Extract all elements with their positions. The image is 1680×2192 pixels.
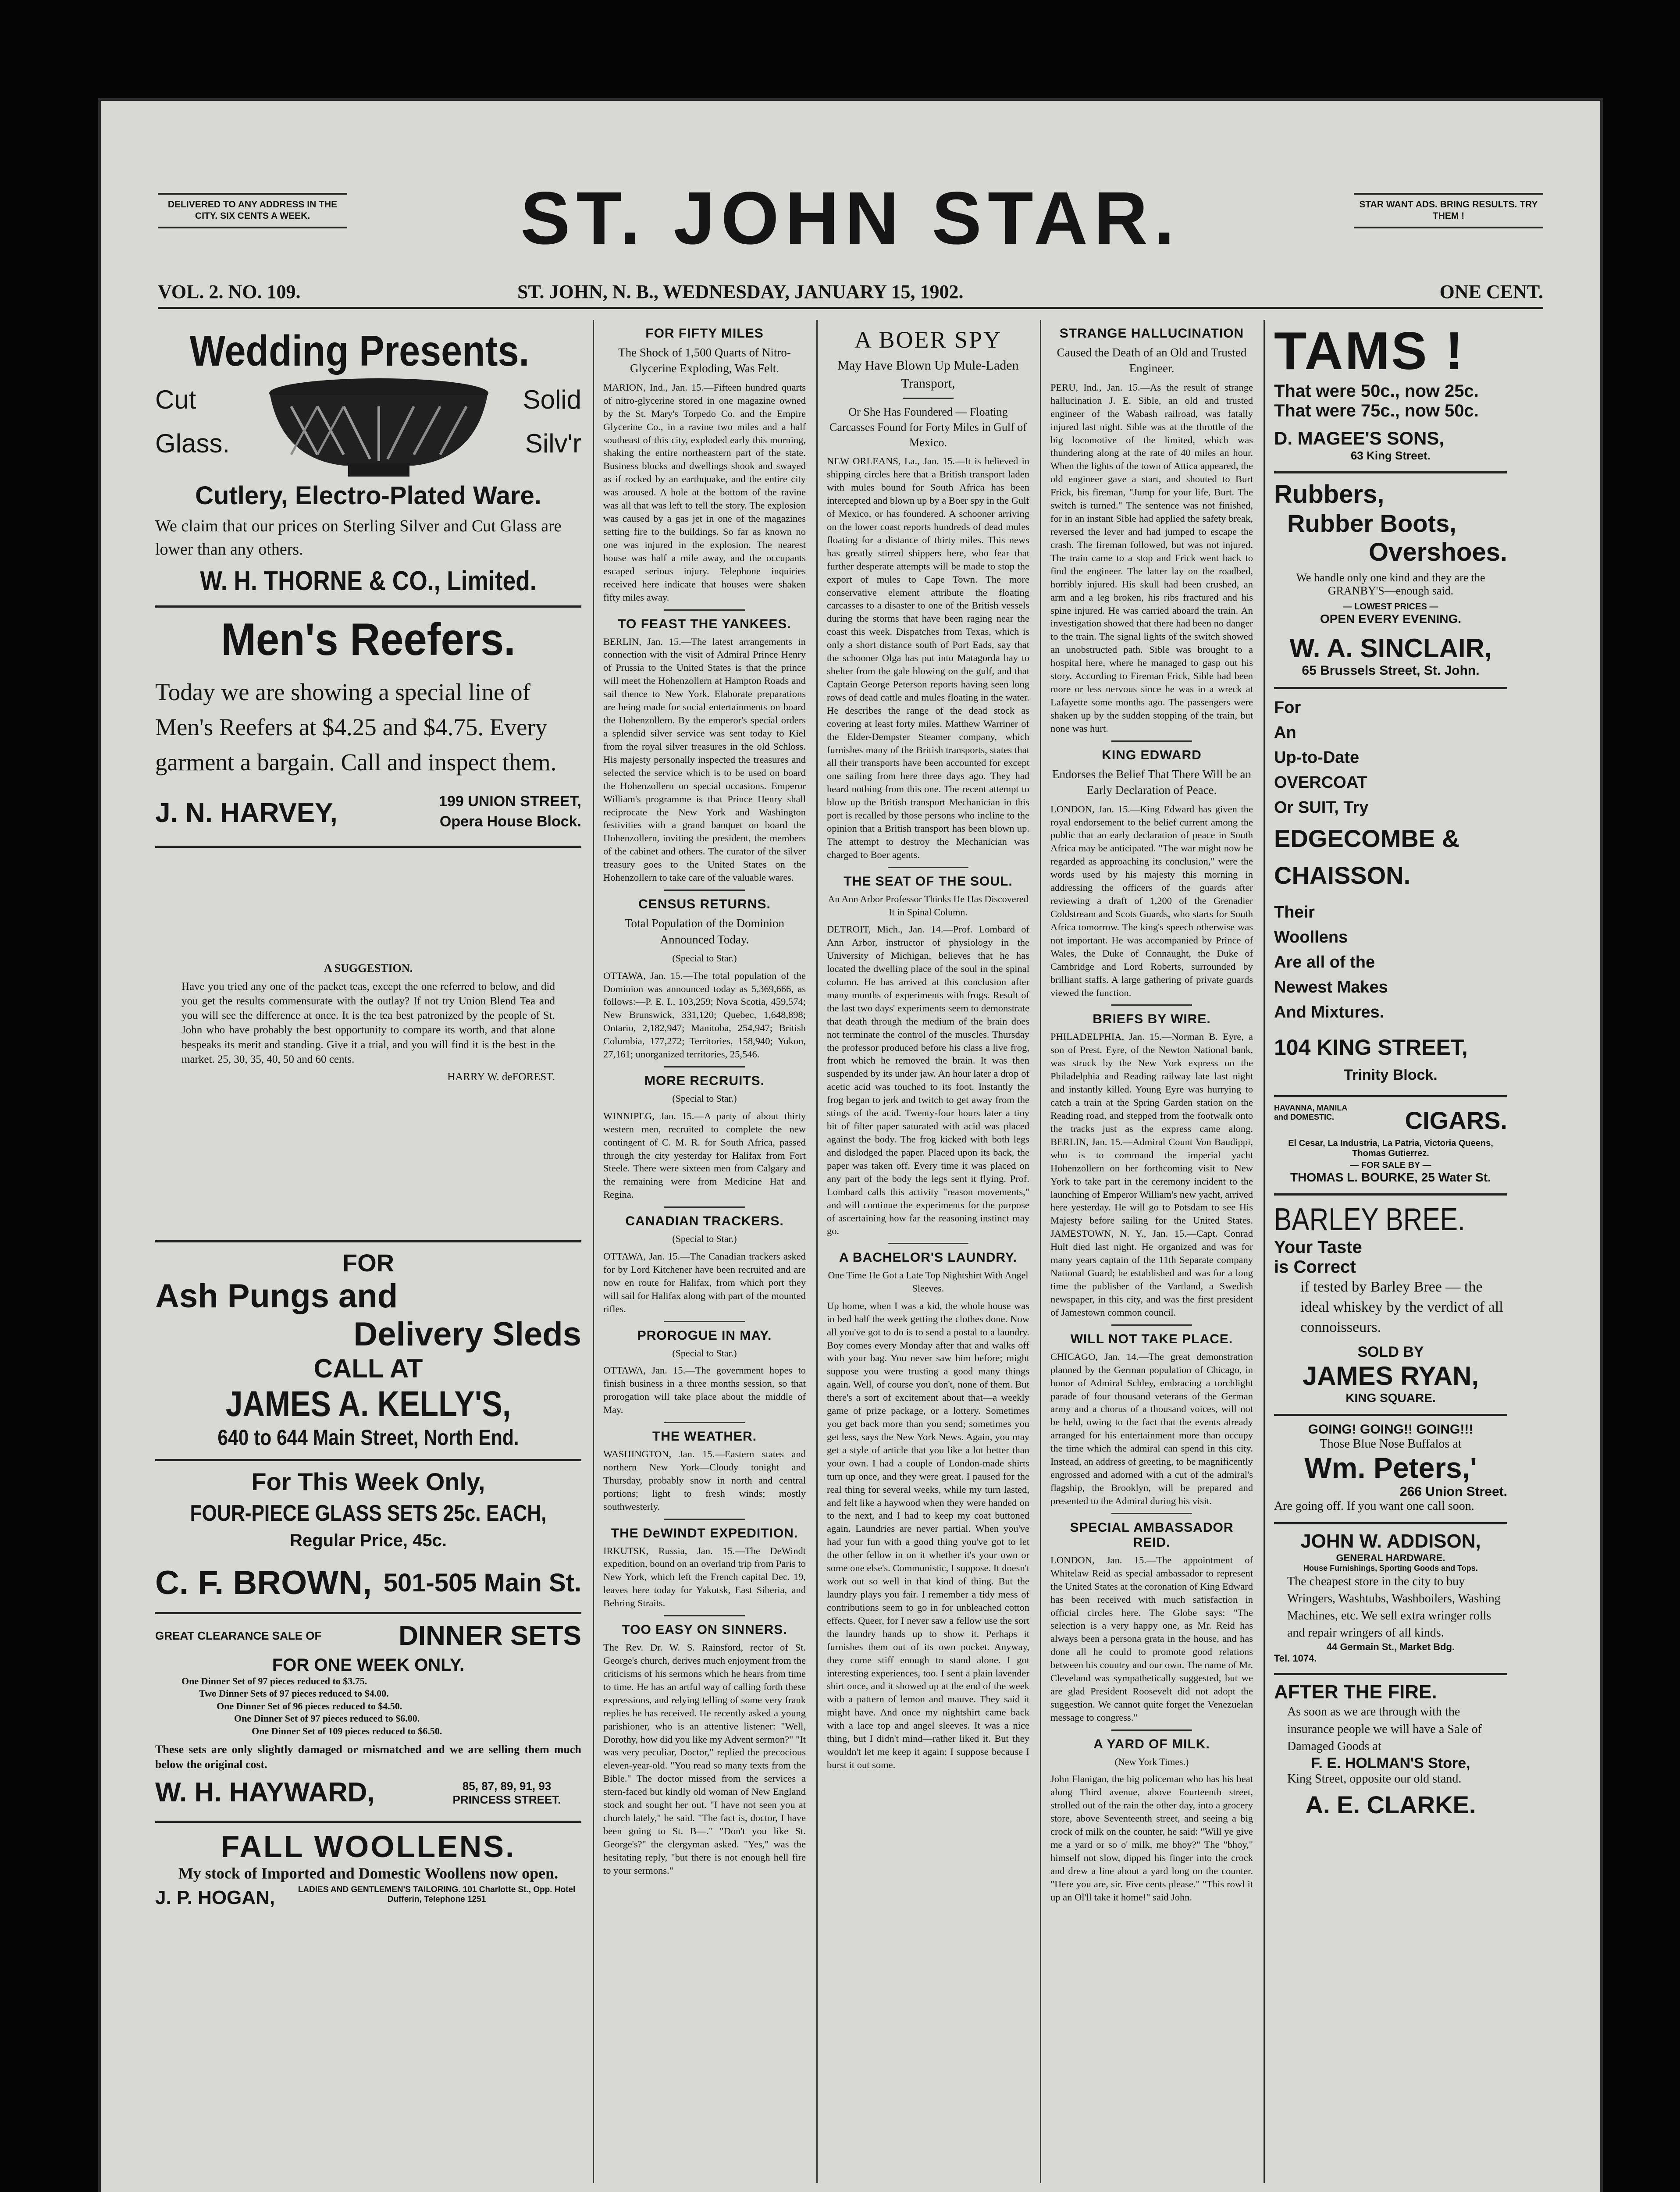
going-going: GOING! GOING!! GOING!!! [1308, 1422, 1474, 1437]
hogan-name: J. P. HOGAN, [155, 1886, 275, 1908]
going-off-text: Are going off. If you want one call soon. [1274, 1499, 1474, 1513]
column-2-news [597, 320, 812, 2183]
deck-boer-spy-2: Or She Has Foundered — Floating Carcasses Found for Forty Miles in Gulf of Mexico. [829, 406, 1027, 449]
ad-line: An [1274, 723, 1296, 742]
word-glass: Glass. [155, 429, 230, 458]
headline-census-returns: CENSUS RETURNS. [638, 897, 771, 912]
union-street: 266 Union Street. [1399, 1484, 1507, 1499]
open-every-evening: OPEN EVERY EVENING. [1320, 612, 1462, 626]
issue-price: ONE CENT. [1439, 281, 1543, 302]
ash-pungs-line: Ash Pungs and [155, 1277, 398, 1315]
column-3-news [821, 320, 1036, 2183]
edgecombe-name: EDGECOMBE & [1274, 825, 1460, 852]
masthead-ear-right: STAR WANT ADS. BRING RESULTS. TRY THEM ! [1354, 193, 1543, 228]
ad-sinclair-rubbers [1274, 473, 1507, 689]
harvey-name: J. N. HARVEY, [155, 797, 338, 828]
article-feast-yankees: BERLIN, Jan. 15.—The latest arrangements in connection with the visit of Admiral Prince Henry of Prussia to the United States is that the prince will meet the Hohenzollern at Hampton Roads and sail thence to New York. Elaborate preparations are being made for social entertainments on board the Hohenzollern. By the emperor's special orders a splendid silver service was sent today to Kiel from the royal silver treasures in the old Schloss. His majesty personally inspected the treasures and selected the service which is to be used on board the Hohenzollern on special occasions. Emperor William's programme is that Prince Henry shall reciprocate the New York and Washington festivities with a grand banquet on board the Hohenzollern, inviting the president, the members of the cabinet and others. The curator of the silver treasury goes to the United States on the Hohenzollern to take care of the valuable wares. [603, 636, 806, 883]
deck-fifty-miles: The Shock of 1,500 Quarts of Nitro-Glycerine Exploding, Was Felt. [618, 346, 791, 375]
holman-store: F. E. HOLMAN'S Store, [1311, 1754, 1470, 1772]
issue-date: ST. JOHN, N. B., WEDNESDAY, JANUARY 15, 1902. [517, 281, 964, 302]
magee-address: 63 King Street. [1350, 449, 1431, 462]
cigar-types: HAVANNA, MANILA and DOMESTIC. [1274, 1103, 1347, 1121]
article-dewindt-expedition: IRKUTSK, Russia, Jan. 15.—The DeWindt expedition, bound on an overland trip from Paris to New York, which left the French capital Dec. 19, leaves here today for Yakutsk, East Siberia, and Behring Straits. [603, 1545, 806, 1609]
deck-king-edward: Endorses the Belief That There Will be an Early Declaration of Peace. [1052, 767, 1252, 797]
newspaper-title: ST. JOHN STAR. [520, 177, 1181, 260]
general-hardware: GENERAL HARDWARE. [1336, 1552, 1445, 1563]
buffalos-text: Those Blue Nose Buffalos at [1320, 1437, 1462, 1451]
special-to-star: (Special to Star.) [672, 1233, 737, 1245]
ad-line: Their [1274, 903, 1315, 922]
kelly-name: JAMES A. KELLY'S, [225, 1384, 511, 1424]
deck-bachelors-laundry: One Time He Got a Late Top Nightshirt With Angel Sleeves. [828, 1270, 1029, 1294]
silver-price-claim: We claim that our prices on Sterling Silver and Cut Glass are lower than any others. [155, 517, 562, 559]
germain-address: 44 Germain St., Market Bdg. [1326, 1641, 1455, 1653]
article-more-recruits: WINNIPEG, Jan. 15.—A party of about thirty western men, recruited to complete the new contingent of C. M. R. for South Africa, passed through the city yesterday for Halifax from Fort Steele. There were sixteen men from Calgary and the remaining were from Medicine Hat and Regina. [603, 1110, 806, 1200]
headline-yard-of-milk: A YARD OF MILK. [1093, 1737, 1210, 1751]
hayward-name: W. H. HAYWARD, [155, 1777, 375, 1808]
deck-census-returns: Total Population of the Dominion Announced Today. [624, 917, 785, 946]
headline-strange-hallucination: STRANGE HALLUCINATION [1059, 326, 1244, 341]
word-cut: Cut [155, 385, 196, 414]
one-week-only: FOR ONE WEEK ONLY. [272, 1655, 465, 1675]
after-fire-location: King Street, opposite our old stand. [1287, 1772, 1462, 1786]
after-fire-headline: AFTER THE FIRE. [1274, 1681, 1437, 1703]
deck-boer-spy-1: May Have Blown Up Mule-Laden Transport, [837, 358, 1019, 391]
suggestion-signature: HARRY W. deFOREST. [447, 1071, 555, 1083]
delivery-sleds-line: Delivery Sleds [353, 1315, 581, 1353]
ad-cf-brown [155, 1461, 581, 1614]
rubber-boots-line: Rubber Boots, [1287, 509, 1456, 537]
woollens-stock-text: My stock of Imported and Domestic Woollens now open. [178, 1864, 559, 1882]
cut-glass-bowl-illustration [265, 376, 493, 481]
headline-seat-of-soul: THE SEAT OF THE SOUL. [844, 874, 1013, 889]
headline-weather: THE WEATHER. [652, 1429, 757, 1444]
dinner-set-line: One Dinner Set of 96 pieces reduced to $4.50. [217, 1700, 402, 1712]
cigar-brands: El Cesar, La Industria, La Patria, Victoria Queens, Thomas Gutierrez. [1288, 1139, 1493, 1158]
king-square: KING SQUARE. [1345, 1391, 1436, 1405]
sinclair-address: 65 Brussels Street, St. John. [1302, 663, 1480, 678]
ad-line: Or SUIT, Try [1274, 798, 1369, 817]
volume-number: VOL. 2. NO. 109. [158, 281, 301, 302]
ad-barley-bree [1274, 1196, 1507, 1416]
suggestion-heading: A SUGGESTION. [324, 961, 413, 975]
ad-fall-woollens [155, 1823, 581, 1926]
tams-price-2: That were 75c., now 50c. [1274, 401, 1479, 420]
thorne-company-name: W. H. THORNE & CO., Limited. [200, 566, 537, 597]
ad-magee-tams [1274, 320, 1507, 473]
headline-will-not-take-place: WILL NOT TAKE PLACE. [1070, 1331, 1233, 1346]
headline-easy-sinners: TOO EASY ON SINNERS. [622, 1623, 787, 1637]
column-1-ads [149, 320, 587, 2183]
telephone: Tel. 1074. [1274, 1653, 1317, 1664]
your-taste: Your Taste [1274, 1238, 1362, 1257]
column-rule [1264, 320, 1265, 2183]
ryan-name: JAMES RYAN, [1302, 1361, 1479, 1391]
column-rule [816, 320, 818, 2183]
chaisson-name: CHAISSON. [1274, 861, 1411, 889]
word-silvr: Silv'r [525, 429, 581, 458]
headline-ambassador-reid: SPECIAL AMBASSADOR REID. [1070, 1520, 1234, 1550]
brown-address: 501-505 Main St. [383, 1568, 581, 1597]
masthead-ear-left: DELIVERED TO ANY ADDRESS IN THE CITY. SIX CENTS A WEEK. [158, 193, 347, 228]
call-at-line: CALL AT [313, 1353, 423, 1383]
for-label: FOR [342, 1249, 395, 1277]
special-to-star: (Special to Star.) [672, 1093, 737, 1104]
granby-text: We handle only one kind and they are the GRANBY'S—enough said. [1296, 571, 1485, 597]
article-bachelors-laundry: Up home, when I was a kid, the whole house was in bed half the week getting the clothes done. Now all you've got to do is to send a postal to a laundry. Boy comes every Monday after that and walks off with your bag. You never saw him before; might suppose you were trusting a good many things again. Well, of course you don't, none of them. But there's a sort of excitement about that—a weekly game of prize package, or a lottery. Sometimes you get back more than you send; sometimes you get less, says the New York News. Again, you may get a style of article that you like a lot better than your own. I had a couple of London-made shirts turn up once, and they were great. I paused for the real thing for several weeks, while my turn lasted, and felt like a haywood when they were handed on to the next, and I had to keep my coat buttoned again. Laundries are never partial. When you've had your fun with a good thing you've got to let the other fellow in on it whether it's your own or some one else's. Communistic, I suppose. It doesn't work out so well in that kind of thing. But the laundry plays you fair. I remember a tidy mess of contributions seem to go in for unbleached cotton effects. Queer, for I never saw a fellow use the sort the laundry hands up to show it. Perhaps it furnishes them out of its own pocket. Anyway, they come stiff enough to stand alone. I got interesting experiences, too. I sent a plain lavender shirt once, and it showed up at the end of the week with a pattern of lemon and mauve. They said it might have. And once my nightshirt came back with a lace top and angel sleeves. It was a nice thing, but I didn't mind—rather liked it. But they wouldn't let me keep it again; I suppose because I burst it out some. [827, 1300, 1029, 1770]
bourke-name: THOMAS L. BOURKE, 25 Water St. [1290, 1171, 1491, 1184]
column-rule [1040, 320, 1041, 2183]
source-new-york-times: (New York Times.) [1114, 1756, 1189, 1767]
special-to-star: (Special to Star.) [672, 1347, 737, 1359]
article-will-not-take-place: CHICAGO, Jan. 14.—The great demonstration planned by the German population of Chicago, in honor of Admiral Schley, embracing a torchlight parade of four thousand veterans of the German army and a chorus of a thousand voices, will not be held, owing to the fact that the events already arranged for his entertainment more than occupy the time which the admiral can spend in this city. Instead, an address of greeting, to be magnificently engrossed and adorned with a cut of the admiral's flagship, the Brooklyn, will be prepared and presented to the Admiral during his visit. [1050, 1351, 1253, 1506]
this-week-only: For This Week Only, [251, 1467, 485, 1495]
kelly-address: 640 to 644 Main Street, North End. [217, 1425, 519, 1450]
for-sale-by: — FOR SALE BY — [1350, 1160, 1431, 1170]
wedding-presents-headline: Wedding Presents. [189, 327, 530, 375]
tams-price-1: That were 50c., now 25c. [1274, 381, 1479, 401]
ad-line: And Mixtures. [1274, 1003, 1385, 1021]
article-yard-of-milk: John Flanigan, the big policeman who has his beat along Third avenue, above Fourteenth street, strolled out of the rain the other day, into a grocery store, above Seventeenth street, and seeing a big crock of milk on the counter, he said: "Will ye give me a yard or so o' milk, me bhoy?" The "bhoy," himself not slow, dipped his finger into the crock and drew a line about a yard long on the counter. "Here you are, sir. Five cents please." "This rowl it up an Ol'll take it home!" said John. [1050, 1773, 1253, 1903]
dateline-bar [158, 276, 1543, 309]
glass-sets-offer: FOUR-PIECE GLASS SETS 25c. EACH, [190, 1500, 547, 1526]
rubbers-line: Rubbers, [1274, 480, 1385, 509]
article-canadian-trackers: OTTAWA, Jan. 15.—The Canadian trackers asked for by Lord Kitchener have been recruited and are now en route for Halifax, from which port they will sail for Halifax along with part of the mounted rifles. [603, 1250, 806, 1314]
harvey-address-2: Opera House Block. [439, 813, 581, 830]
ad-bourke-cigars [1274, 1097, 1507, 1196]
after-fire-text: As soon as we are through with the insurance people we will have a Sale of Damaged Goods at [1287, 1705, 1482, 1753]
deck-strange-hallucination: Caused the Death of an Old and Trusted Engineer. [1057, 346, 1247, 375]
article-fifty-miles: MARION, Ind., Jan. 15.—Fifteen hundred quarts of nitro-glycerine stored in one magazine owned by the St. Mary's Torpedo Co. and the Empire Glycerine Co., in a ravine two miles and a half southeast of this city, exploded early this morning, shaking the entire northeastern part of the state. Business blocks and dwellings shook and swayed as if rocked by an earthquake, and the entire city was aroused. A hole at the bottom of the ravine was all that was left to tell the story. The explosion was caused by a gas jet in one of the magazines setting fire to the buildings. So far as known no one was injured in the explosion. The nearest house was half a mile away, and the occupants escaped serious injury. Telephone inquiries received here indicate that houses were shaken fifty miles away. [603, 381, 806, 603]
harvey-address-1: 199 UNION STREET, [439, 793, 581, 810]
deck-seat-of-soul: An Ann Arbor Professor Thinks He Has Discovered It in Spinal Column. [828, 893, 1029, 918]
overshoes-line: Overshoes. [1369, 538, 1507, 566]
article-king-edward: LONDON, Jan. 15.—King Edward has given the royal endorsement to the belief current among the public that an early declaration of peace in South Africa may be anticipated. "The war might now be regarded as approaching its conclusion," were the words used by his majesty this morning in addressing the officers of the guards after reviewing a draft of 1,200 of the Grenadier Coldstream and Scots Guards, who starts for South Africa tomorrow. The king's speech otherwise was not important. He was accompanied by Prince of Wales, the Duke of Connaught, the Duke of Cambridge and Lord Roberts, surrounded by brilliant staffs. A large gathering of private guards viewed the function. [1050, 803, 1253, 998]
king-street-address: 104 KING STREET, [1274, 1035, 1468, 1060]
article-strange-hallucination: PERU, Ind., Jan. 15.—As the result of strange hallucination J. E. Sible, an old and trusted engineer of the Wabash railroad, was fatally injured last night. Sible was at the throttle of the big locomotive of the limited, which was thundering along at the rate of 40 miles an hour. When the lights of the town of Attica appeared, the old engineer gave a start, and shouted to Burt Frick, his fireman, "Jump for your life, Burt. The switch is turned." The sentence was not finished, for in an instant Sible had applied the safety break, reversed the lever and had jumped to escape the crash. The fireman followed, but was not injured. The train came to a stop and Frick went back to find the engineer. The latter lay on the roadbed, horribly injured. His skull had been crushed, an arm and a leg broken, his ribs fractured and his spine injured. He was carried aboard the train. An investigation showed that there had been no danger to the train. The signal lights of the switch showed an unobstructed path. Sible was brought to a hospital here, where he managed to gasp out his story. According to Fireman Frick, Sible had been more or less nervous since he was in a wreck at Lafayette some months ago. The passengers were shaken up by the sudden stopping of the train, but none was hurt. [1050, 381, 1253, 734]
headline-briefs-by-wire: BRIEFS BY WIRE. [1093, 1012, 1211, 1027]
sold-by: SOLD BY [1357, 1343, 1424, 1360]
headline-dewindt-expedition: THE DeWINDT EXPEDITION. [611, 1526, 798, 1541]
fall-woollens-headline: FALL WOOLLENS. [221, 1829, 516, 1864]
addison-text: The cheapest store in the city to buy Wringers, Washtubs, Washboilers, Washing Machines, etc. We sell extra wringer rolls and repair wringers of all kinds. [1287, 1574, 1501, 1640]
peters-name: Wm. Peters,' [1304, 1451, 1477, 1484]
mens-reefers-headline: Men's Reefers. [221, 614, 516, 665]
ad-line: For [1274, 698, 1301, 717]
article-easy-sinners: The Rev. Dr. W. S. Rainsford, rector of St. George's church, derives much enjoyment from the criticisms of his sermons which he hears from time to time. He has an artful way of calling forth these expressions, and relying telling of some very frank replies he has received. He recently asked a young parishioner, who is an attentive listener: "Well, Dorothy, how did you like my Advent sermon?" "It was very peculiar, Doctor," replied the precocious eleven-year-old. "You read so many texts from the Bible." The doctor missed from the services a stern-faced but kindly old woman of New England stock and sought her out. "I have not seen you at church lately," he said. "The fact is, doctor, I have been going to St. B—." "Don't you like St. George's?" the clergyman asked. "Yes," was the hesitating reply, "but there is not enough hell fire to your sermons." [603, 1642, 806, 1876]
ad-james-kelly [155, 1242, 581, 1461]
word-solid: Solid [523, 385, 581, 414]
article-weather: WASHINGTON, Jan. 15.—Eastern states and northern New York—Cloudy tonight and Thursday, probably snow in north and central portions; light to fresh winds; mostly southwesterly. [603, 1448, 806, 1512]
article-seat-of-soul: DETROIT, Mich., Jan. 14.—Prof. Lombard of Ann Arbor, instructor of physiology in the University of Michigan, believes that he has located the dwelling place of the soul in the spinal column. He has arrived at this conclusion after many months of experiments with frogs. Result of the last two days' experiments seem to demonstrate that death through the medium of the brain does not terminate the control of the muscles. Thursday the professor produced before his class a live frog, from which he removed the brain. It was then suspended by its under jaw. An hour later a drop of acetic acid was touched to its foot. Instantly the frog began to jerk and twitch to get away from the stings of the acid. Twenty-four hours later a tiny bit of filter paper saturated with acid was placed against the body. The frog kicked with both legs and dislodged the paper. Placed upon its back, the paper was taken off. Every time it was placed on any part of the body the legs sent it flying. Prof. Lombard calls this activity "reason movements," and will continue the experiments for the purpose of ascertaining how far the reasoning instinct may go. [827, 924, 1029, 1237]
dinner-set-line: One Dinner Set of 97 pieces reduced to $6.00. [234, 1713, 420, 1724]
cigars-headline: CIGARS. [1405, 1107, 1507, 1134]
addison-name: JOHN W. ADDISON, [1300, 1530, 1481, 1552]
ad-mens-reefers [155, 608, 581, 847]
special-to-star: (Special to Star.) [672, 952, 737, 964]
column-5-ads [1268, 320, 1513, 2183]
sinclair-name: W. A. SINCLAIR, [1289, 633, 1492, 663]
ad-line: Newest Makes [1274, 978, 1388, 996]
ad-after-the-fire [1274, 1675, 1507, 1828]
magee-name: D. MAGEE'S SONS, [1274, 428, 1445, 448]
dinner-set-list [155, 1675, 581, 1738]
regular-price: Regular Price, 45c. [290, 1530, 447, 1550]
headline-canadian-trackers: CANADIAN TRACKERS. [625, 1214, 784, 1229]
barley-bree-text: if tested by Barley Bree — the ideal whiskey by the verdict of all connoisseurs. [1300, 1279, 1503, 1335]
is-correct: is Correct [1274, 1257, 1356, 1277]
dinner-set-line: One Dinner Set of 97 pieces reduced to $3.75. [182, 1675, 367, 1687]
article-briefs-by-wire: PHILADELPHIA, Jan. 15.—Norman B. Eyre, a son of Prest. Eyre, of the Newton National bank, was struck by the New York express on the Philadelphia and Reading railway late last night and instantly killed. Young Eyre was hurrying to catch a train at the Spring Garden station on the Reading road, and stepped from the footwalk onto the tracks just as the express came along. BERLIN, Jan. 15.—Admiral Count Von Baudippi, who is to command the imperial yacht Hohenzollern on her forthcoming visit to New York to take part in the ceremony incident to the launching of Emperor William's new yacht, arrived here yesterday. He will go to Potsdam to see His Majesty before sailing for the United States. JAMESTOWN, N. Y., Jan. 15.—Capt. Conrad Hult died last night. He organized and was for many years captain of the 11th Separate company National Guard; he established and was for a long time the publisher of the Vartland, a Swedish newspaper, in this city, and was the first president of Jamestown common council. [1050, 1031, 1253, 1318]
article-ambassador-reid: LONDON, Jan. 15.—The appointment of Whitelaw Reid as special ambassador to represent the United States at the coronation of King Edward has been received with much satisfaction in official circles here. The Globe says: "The selection is a very happy one, as Mr. Reid has always been a persona grata in the house, and has done all he could to promote good relations between his country and our own. The name of Mr. Cleveland was sympathetically suggested, but we are glad President Roosevelt did not adopt the suggestion. We cannot quite forget the Venezuelan message to congress." [1050, 1554, 1253, 1723]
headline-prorogue-may: PROROGUE IN MAY. [637, 1328, 772, 1343]
dinner-sets-label: DINNER SETS [399, 1620, 581, 1651]
cutlery-line: Cutlery, Electro-Plated Ware. [195, 481, 541, 510]
ad-line: Are all of the [1274, 953, 1375, 971]
trinity-block: Trinity Block. [1344, 1067, 1438, 1083]
article-boer-spy: NEW ORLEANS, La., Jan. 15.—It is believed in shipping circles here that a British transport laden with mules bound for South Africa has been intercepted and blown up by a Boer spy in the Gulf of Mexico, or has foundered. A schooner arriving on the lower coast reports hundreds of dead mules floating for a distance of thirty miles. This news has greatly stirred shippers here, who fear that further desperate attempts will be made to stop the export of mules to Cape Town. The more conservative element attribute the floating carcasses to a disaster to one of the British vessels during the storms that have been raging near the coast this week. Dispatches from Texas, which is only a short distance south of Port Eads, say that the schooner Olga has put into Matagorda bay to shelter from the gale blowing on the gulf, and that Captain George Peterson reports having seen long rows of dead cattle and mules floating in the water. He describes the range of the dead stock as covering at least forty miles. Matthew Warriner of the Elder-Dempster Steamer company, which furnishes many of the British transports, states that all their transports have been accounted for except one sailing from here three days ago. They had heard nothing from this one. The recent attempt to blow up the British transport Mechanician in this port is recalled by those persons who incline to the opinion that a British transport has been blown up. The attempt to destroy the Mechanician was charged to Boer agents. [827, 455, 1029, 860]
headline-boer-spy: A BOER SPY [854, 327, 1002, 353]
dinner-sets-note: These sets are only slightly damaged or mismatched and we are selling them much below the original cost. [155, 1743, 581, 1771]
ad-tea-suggestion [155, 848, 581, 1242]
dinner-set-line: One Dinner Set of 109 pieces reduced to $6.50. [252, 1726, 442, 1737]
brown-name: C. F. BROWN, [155, 1564, 372, 1601]
article-census-returns: OTTAWA, Jan. 15.—The total population of the Dominion was announced today as 5,369,666, as follows:—P. E. I., 103,259; Nova Scotia, 459,574; New Brunswick, 331,120; Quebec, 1,648,898; Ontario, 2,182,947; Manitoba, 254,947; British Columbia, 177,272; Territories, 158,940; Yukon, 27,161; unorganized territories, 25,546. [603, 970, 806, 1060]
headline-fifty-miles: FOR FIFTY MILES [645, 326, 764, 341]
ad-line: OVERCOAT [1274, 773, 1367, 792]
ad-dinner-sets [155, 1614, 581, 1823]
clarke-name: A. E. CLARKE. [1305, 1790, 1476, 1818]
ad-addison-hardware [1274, 1524, 1507, 1676]
headline-feast-yankees: TO FEAST THE YANKEES. [618, 616, 791, 631]
suggestion-body: Have you tried any one of the packet teas, except the one referred to below, and did you get the results commensurate with the outlay? If not try Union Blend Tea and you will see the difference at once. It is the tea best patronized by the people of St. John who have probably the best opportunity to compare its worth, and that alone bespeaks its merit and standing. Give it a trial, and you will find it is the best in the market. 25, 30, 35, 40, 50 and 60 cents. [182, 980, 555, 1065]
dinner-set-line: Two Dinner Sets of 97 pieces reduced to $4.00. [199, 1688, 389, 1699]
headline-king-edward: KING EDWARD [1102, 747, 1202, 762]
ad-line: Woollens [1274, 928, 1348, 947]
article-prorogue-may: OTTAWA, Jan. 15.—The government hopes to finish business in a three months session, so that prorogation will take place about the middle of May. [603, 1365, 806, 1415]
lowest-prices: — LOWEST PRICES — [1343, 602, 1438, 612]
headline-more-recruits: MORE RECRUITS. [644, 1074, 765, 1089]
ad-wedding-presents [155, 320, 581, 608]
newspaper-page [101, 101, 1600, 2192]
tams-headline: TAMS ! [1274, 321, 1465, 381]
ad-peters-buffalos [1274, 1416, 1507, 1524]
hogan-address: LADIES AND GENTLEMEN'S TAILORING. 101 Charlotte St., Opp. Hotel Dufferin, Telephone 1251 [298, 1885, 576, 1904]
column-rule [593, 320, 594, 2183]
clearance-label: GREAT CLEARANCE SALE OF [155, 1629, 322, 1642]
reefers-description: Today we are showing a special line of Men's Reefers at $4.25 and $4.75. Every garment a bargain. Call and inspect them. [155, 679, 557, 776]
hayward-address: 85, 87, 89, 91, 93 PRINCESS STREET. [452, 1779, 561, 1806]
house-furnishings: House Furnishings, Sporting Goods and Tops. [1303, 1563, 1478, 1573]
barley-bree-headline: BARLEY BREE. [1274, 1202, 1465, 1237]
ad-line: Up-to-Date [1274, 748, 1360, 767]
headline-bachelors-laundry: A BACHELOR'S LAUNDRY. [839, 1250, 1017, 1265]
ad-edgecombe-chaisson [1274, 689, 1507, 1097]
column-4-news [1044, 320, 1259, 2183]
